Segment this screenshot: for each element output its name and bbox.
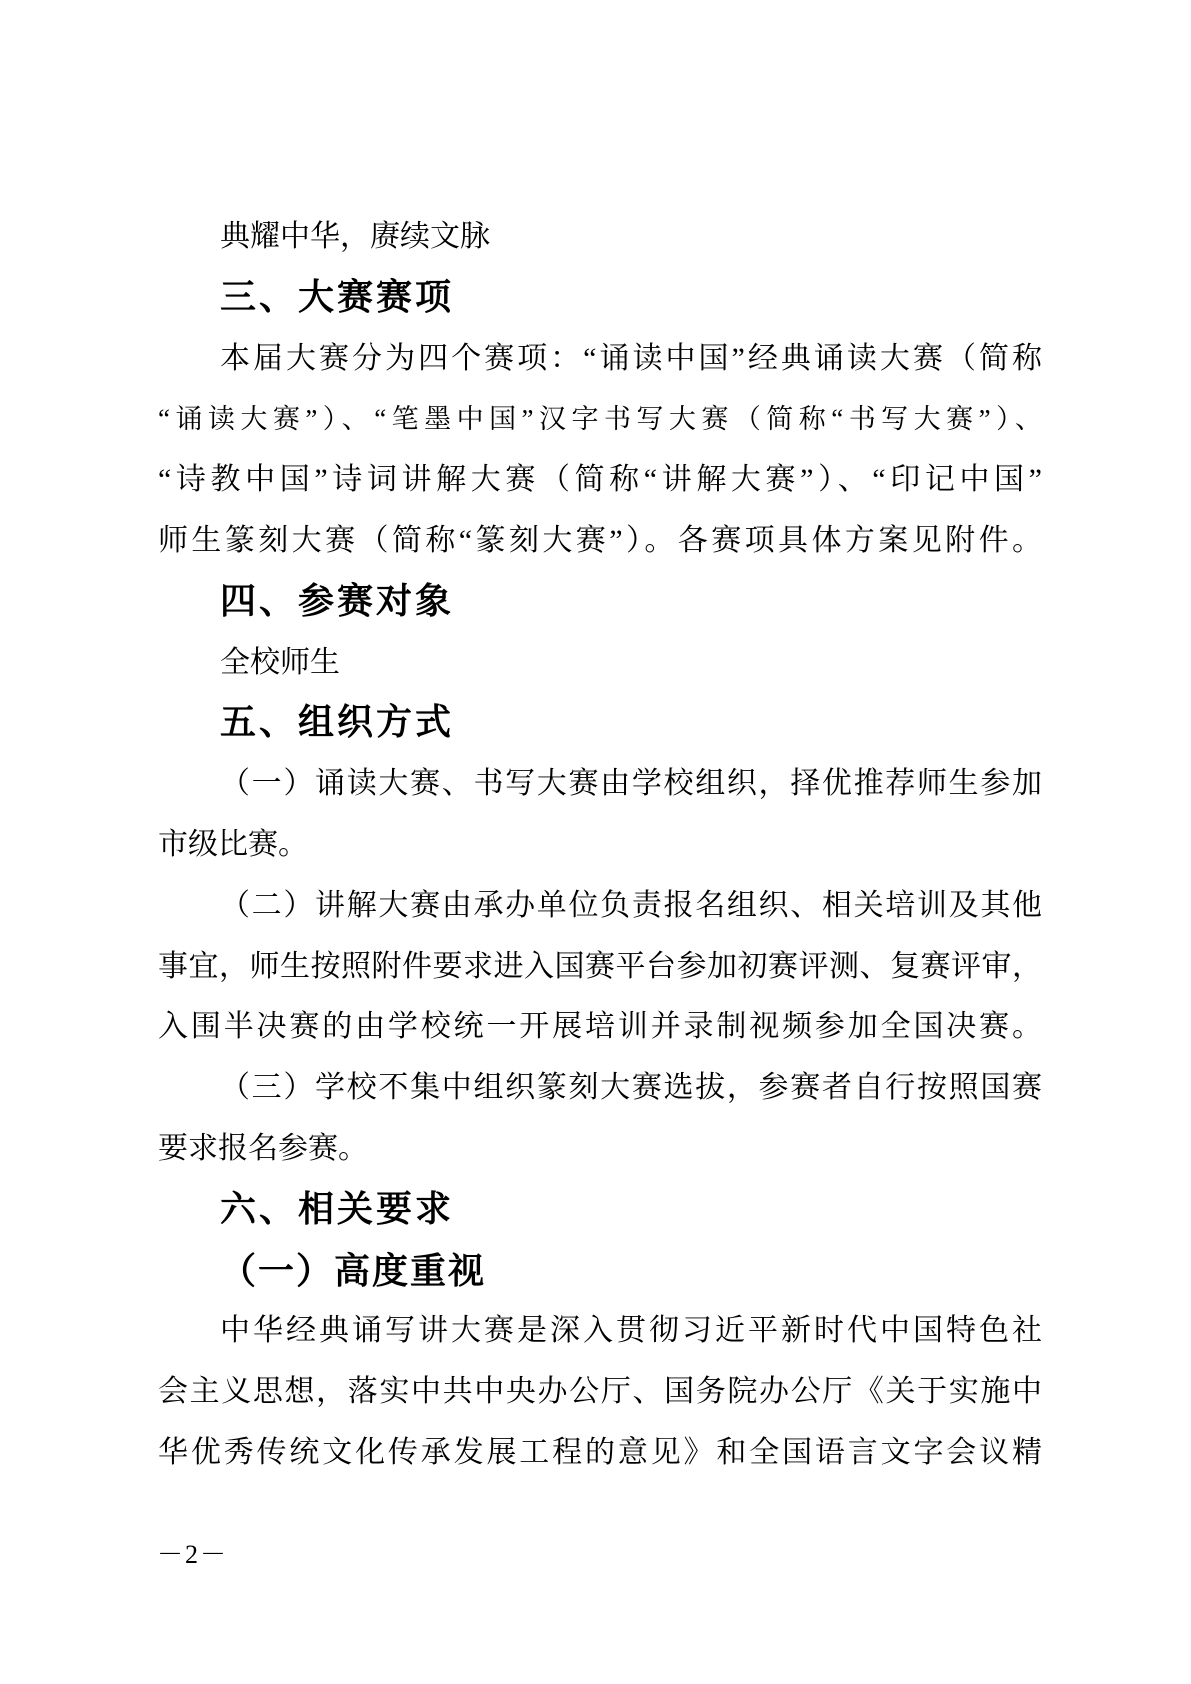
- body-line: 中华经典诵写讲大赛是深入贯彻习近平新时代中国特色社: [220, 1314, 1042, 1348]
- page-number: －2－: [157, 1540, 229, 1569]
- body-line: 入围半决赛的由学校统一开展培训并录制视频参加全国决赛。: [158, 1010, 1042, 1044]
- body-line: 全校师生: [220, 645, 340, 679]
- body-line: 要求报名参赛。: [158, 1131, 368, 1165]
- section-heading-4: 四、参赛对象: [220, 580, 455, 622]
- body-line: 师生篆刻大赛（简称“篆刻大赛”）。各赛项具体方案见附件。: [158, 523, 1042, 557]
- body-line: 会主义思想，落实中共中央办公厅、国务院办公厅《关于实施中: [158, 1375, 1042, 1409]
- subsection-heading-1: （一）高度重视: [220, 1250, 487, 1291]
- section-heading-6: 六、相关要求: [220, 1188, 455, 1230]
- body-line: 事宜，师生按照附件要求进入国赛平台参加初赛评测、复赛评审，: [158, 949, 1042, 983]
- body-line: 华优秀传统文化传承发展工程的意见》和全国语言文字会议精: [158, 1435, 1042, 1469]
- body-line: “诗教中国”诗词讲解大赛（简称“讲解大赛”）、“印记中国”: [158, 463, 1042, 497]
- body-line: （二）讲解大赛由承办单位负责报名组织、相关培训及其他: [220, 888, 1042, 922]
- section-heading-5: 五、组织方式: [220, 702, 455, 744]
- body-line: 本届大赛分为四个赛项：“诵读中国”经典诵读大赛（简称: [220, 341, 1042, 375]
- body-line: （三）学校不集中组织篆刻大赛选拔，参赛者自行按照国赛: [220, 1071, 1042, 1105]
- body-line-motto: 典耀中华，赓续文脉: [220, 220, 490, 253]
- document-body: [158, 207, 1042, 1484]
- section-heading-3: 三、大赛赛项: [220, 276, 455, 318]
- body-line: “诵读大赛”）、“笔墨中国”汉字书写大赛（简称“书写大赛”）、: [158, 404, 1042, 435]
- body-line: （一）诵读大赛、书写大赛由学校组织，择优推荐师生参加: [220, 767, 1042, 801]
- body-line: 市级比赛。: [158, 827, 308, 861]
